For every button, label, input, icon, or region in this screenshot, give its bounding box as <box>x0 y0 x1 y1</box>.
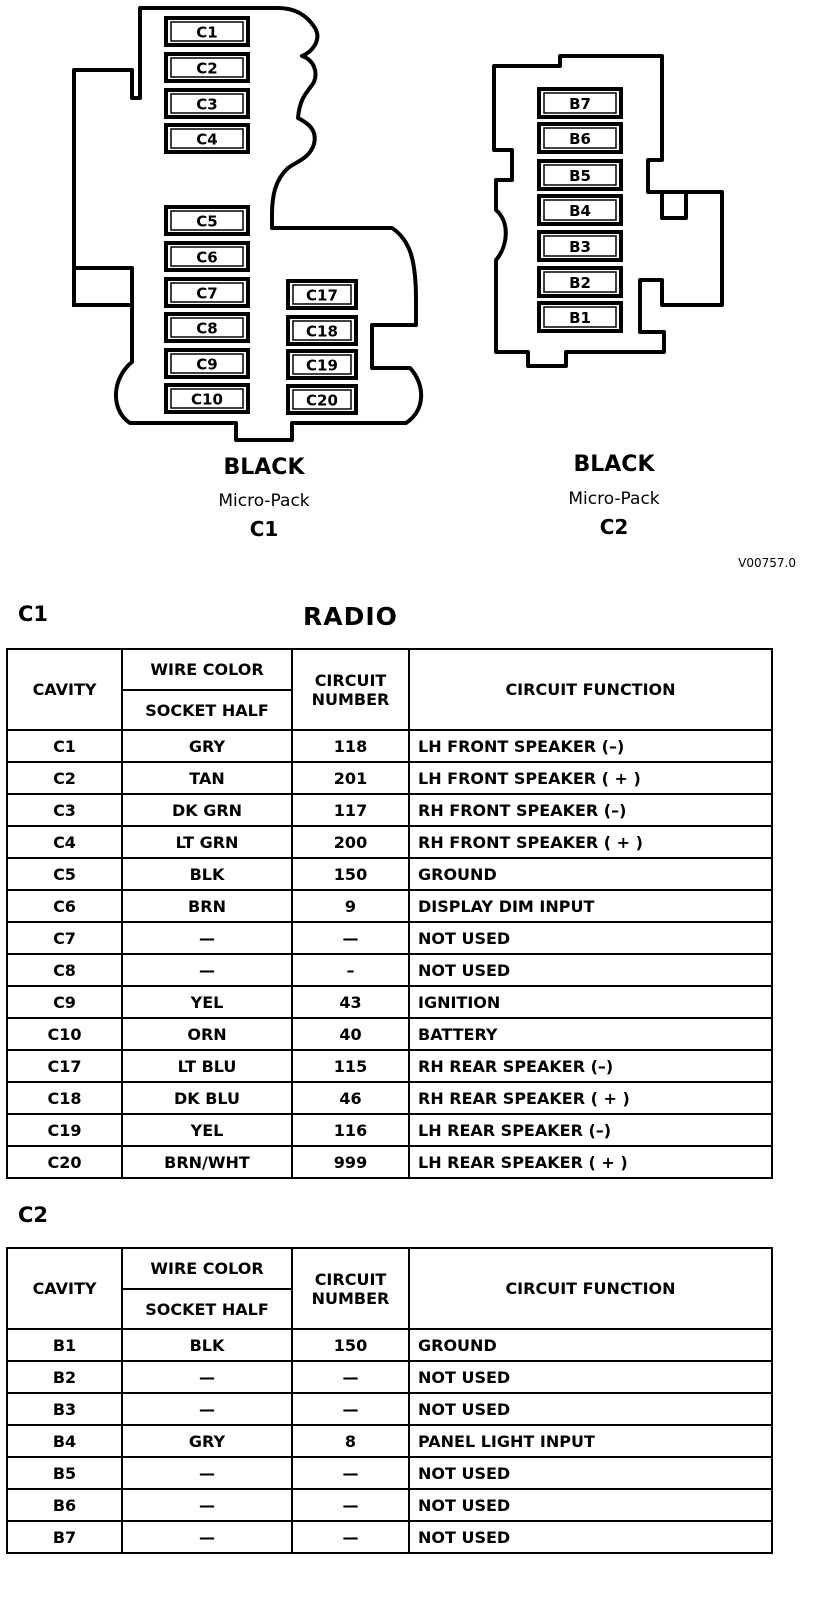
wire-color-cell: LT BLU <box>122 1050 292 1082</box>
cavity-c1 <box>166 18 248 45</box>
table-row <box>7 954 772 986</box>
cavity-cell: C7 <box>7 922 122 954</box>
c2-connector-color: BLACK <box>573 452 655 477</box>
cavity-cell: B7 <box>7 1521 122 1553</box>
cavity-label: C2 <box>196 59 218 78</box>
connector-diagram <box>0 0 832 600</box>
circuit-function-cell: NOT USED <box>409 954 772 986</box>
cavity-cell: C10 <box>7 1018 122 1050</box>
table-row <box>7 890 772 922</box>
circuit-number-cell: 116 <box>292 1114 409 1146</box>
cavity-cell: C6 <box>7 890 122 922</box>
cavity-label: B7 <box>569 95 591 113</box>
table-row <box>7 1146 772 1178</box>
cavity-label: C3 <box>196 95 218 114</box>
c1-connector-type: Micro-Pack <box>218 491 310 511</box>
cavity-c7 <box>166 279 248 306</box>
wire-color-cell: YEL <box>122 1114 292 1146</box>
circuit-function-cell: LH REAR SPEAKER (–) <box>409 1114 772 1146</box>
cavity-c3 <box>166 90 248 117</box>
c2-connector-name: C2 <box>599 515 629 539</box>
cavity-cell: B2 <box>7 1361 122 1393</box>
circuit-number-cell: 40 <box>292 1018 409 1050</box>
wire-color-cell: LT GRN <box>122 826 292 858</box>
cavity-label: C18 <box>306 322 338 341</box>
socket-half-header: SOCKET HALF <box>122 690 292 730</box>
table-row <box>7 858 772 890</box>
wire-color-cell: — <box>122 954 292 986</box>
cavity-c20 <box>288 386 356 413</box>
wire-color-cell: GRY <box>122 1425 292 1457</box>
cavity-c5 <box>166 207 248 234</box>
circuit-function-cell: NOT USED <box>409 1393 772 1425</box>
wire-color-cell: — <box>122 1489 292 1521</box>
circuit-number-cell: – <box>292 954 409 986</box>
table-row <box>7 762 772 794</box>
cavity-cell: C18 <box>7 1082 122 1114</box>
wire-color-cell: DK GRN <box>122 794 292 826</box>
circuit-number-cell: 43 <box>292 986 409 1018</box>
circuit-function-cell: LH FRONT SPEAKER ( + ) <box>409 762 772 794</box>
circuit-function-cell: NOT USED <box>409 1457 772 1489</box>
wire-color-header: WIRE COLOR <box>122 1248 292 1289</box>
circuit-number-cell: 118 <box>292 730 409 762</box>
circuit-number-cell: — <box>292 1361 409 1393</box>
c2-pinout-table <box>6 1247 773 1554</box>
circuit-function-cell: RH FRONT SPEAKER ( + ) <box>409 826 772 858</box>
wire-color-cell: YEL <box>122 986 292 1018</box>
table-row <box>7 1457 772 1489</box>
table-row <box>7 1114 772 1146</box>
table-row <box>7 1361 772 1393</box>
circuit-number-cell: 9 <box>292 890 409 922</box>
table-row <box>7 826 772 858</box>
cavity-label: B5 <box>569 167 591 185</box>
circuit-function-header: CIRCUIT FUNCTION <box>409 649 772 730</box>
circuit-number-cell: 117 <box>292 794 409 826</box>
circuit-function-cell: RH REAR SPEAKER (–) <box>409 1050 772 1082</box>
cavity-c9 <box>166 350 248 377</box>
circuit-number-cell: 201 <box>292 762 409 794</box>
radio-title: RADIO <box>303 602 398 631</box>
c2-connector-type: Micro-Pack <box>568 489 660 509</box>
cavity-cell: B6 <box>7 1489 122 1521</box>
cavity-b3 <box>539 232 621 260</box>
circuit-function-cell: RH FRONT SPEAKER (–) <box>409 794 772 826</box>
c1-connector-name: C1 <box>249 517 279 541</box>
cavity-b5 <box>539 161 621 189</box>
table-row <box>7 794 772 826</box>
table-row <box>7 1521 772 1553</box>
circuit-number-cell: 150 <box>292 1329 409 1361</box>
table-row <box>7 922 772 954</box>
circuit-number-cell: 150 <box>292 858 409 890</box>
circuit-number-cell: 999 <box>292 1146 409 1178</box>
socket-half-header: SOCKET HALF <box>122 1289 292 1329</box>
circuit-function-cell: NOT USED <box>409 922 772 954</box>
cavity-c18 <box>288 317 356 344</box>
cavity-label: C17 <box>306 286 338 305</box>
wire-color-cell: — <box>122 1521 292 1553</box>
wire-color-cell: BRN <box>122 890 292 922</box>
circuit-number-header: CIRCUIT NUMBER <box>292 1248 409 1329</box>
cavity-label: C4 <box>196 130 218 149</box>
cavity-cell: C20 <box>7 1146 122 1178</box>
wire-color-cell: GRY <box>122 730 292 762</box>
cavity-label: B4 <box>569 202 591 220</box>
circuit-number-cell: 46 <box>292 1082 409 1114</box>
circuit-function-cell: BATTERY <box>409 1018 772 1050</box>
circuit-function-cell: NOT USED <box>409 1489 772 1521</box>
cavity-label: B3 <box>569 238 591 256</box>
cavity-c4 <box>166 125 248 152</box>
cavity-cell: B3 <box>7 1393 122 1425</box>
circuit-function-cell: GROUND <box>409 858 772 890</box>
c1-section-label: C1 <box>18 602 49 626</box>
wire-color-cell: DK BLU <box>122 1082 292 1114</box>
cavity-cell: C4 <box>7 826 122 858</box>
table-row <box>7 986 772 1018</box>
table-row <box>7 730 772 762</box>
cavity-c8 <box>166 314 248 341</box>
wire-color-cell: BLK <box>122 858 292 890</box>
cavity-b4 <box>539 196 621 224</box>
circuit-function-cell: DISPLAY DIM INPUT <box>409 890 772 922</box>
wire-color-cell: — <box>122 1361 292 1393</box>
cavity-label: B1 <box>569 309 591 327</box>
cavity-cell: C3 <box>7 794 122 826</box>
table-row <box>7 1393 772 1425</box>
wire-color-header: WIRE COLOR <box>122 649 292 690</box>
circuit-function-cell: LH REAR SPEAKER ( + ) <box>409 1146 772 1178</box>
wire-color-cell: — <box>122 922 292 954</box>
c2-section-label: C2 <box>18 1203 49 1227</box>
circuit-function-cell: NOT USED <box>409 1361 772 1393</box>
cavity-label: C10 <box>191 390 223 409</box>
cavity-cell: C5 <box>7 858 122 890</box>
table-row <box>7 1425 772 1457</box>
cavity-label: B2 <box>569 274 591 292</box>
circuit-function-header: CIRCUIT FUNCTION <box>409 1248 772 1329</box>
cavity-label: C9 <box>196 355 218 374</box>
circuit-function-cell: GROUND <box>409 1329 772 1361</box>
c1-pinout-table <box>6 648 773 1179</box>
cavity-cell: C2 <box>7 762 122 794</box>
circuit-number-cell: 200 <box>292 826 409 858</box>
cavity-cell: B5 <box>7 1457 122 1489</box>
cavity-cell: C17 <box>7 1050 122 1082</box>
cavity-label: C7 <box>196 284 218 303</box>
circuit-number-cell: 8 <box>292 1425 409 1457</box>
circuit-number-header: CIRCUIT NUMBER <box>292 649 409 730</box>
circuit-number-cell: 115 <box>292 1050 409 1082</box>
cavity-label: C1 <box>196 23 218 42</box>
wire-color-cell: — <box>122 1393 292 1425</box>
circuit-number-cell: — <box>292 1521 409 1553</box>
cavity-c19 <box>288 351 356 378</box>
circuit-function-cell: RH REAR SPEAKER ( + ) <box>409 1082 772 1114</box>
cavity-header: CAVITY <box>7 1248 122 1329</box>
cavity-c2 <box>166 54 248 81</box>
table-row <box>7 1018 772 1050</box>
cavity-b6 <box>539 124 621 152</box>
cavity-header: CAVITY <box>7 649 122 730</box>
circuit-number-cell: — <box>292 1457 409 1489</box>
cavity-b2 <box>539 268 621 296</box>
circuit-number-cell: — <box>292 1393 409 1425</box>
cavity-cell: C8 <box>7 954 122 986</box>
circuit-number-cell: — <box>292 922 409 954</box>
cavity-cell: C9 <box>7 986 122 1018</box>
cavity-c6 <box>166 243 248 270</box>
cavity-label: C20 <box>306 391 338 410</box>
table-row <box>7 1050 772 1082</box>
circuit-function-cell: PANEL LIGHT INPUT <box>409 1425 772 1457</box>
cavity-label: B6 <box>569 130 591 148</box>
cavity-c10 <box>166 385 248 412</box>
figure-code: V00757.0 <box>738 556 796 570</box>
c1-connector-color: BLACK <box>223 455 305 480</box>
cavity-label: C6 <box>196 248 218 267</box>
circuit-function-cell: NOT USED <box>409 1521 772 1553</box>
wire-color-cell: ORN <box>122 1018 292 1050</box>
cavity-label: C5 <box>196 212 218 231</box>
cavity-b1 <box>539 303 621 331</box>
circuit-function-cell: LH FRONT SPEAKER (–) <box>409 730 772 762</box>
wire-color-cell: — <box>122 1457 292 1489</box>
wire-color-cell: BLK <box>122 1329 292 1361</box>
circuit-number-cell: — <box>292 1489 409 1521</box>
cavity-label: C8 <box>196 319 218 338</box>
cavity-cell: C1 <box>7 730 122 762</box>
cavity-b7 <box>539 89 621 117</box>
circuit-function-cell: IGNITION <box>409 986 772 1018</box>
cavity-cell: B4 <box>7 1425 122 1457</box>
table-row <box>7 1329 772 1361</box>
cavity-cell: B1 <box>7 1329 122 1361</box>
wire-color-cell: BRN/WHT <box>122 1146 292 1178</box>
cavity-cell: C19 <box>7 1114 122 1146</box>
table-row <box>7 1489 772 1521</box>
cavity-c17 <box>288 281 356 308</box>
wire-color-cell: TAN <box>122 762 292 794</box>
table-row <box>7 1082 772 1114</box>
cavity-label: C19 <box>306 356 338 375</box>
